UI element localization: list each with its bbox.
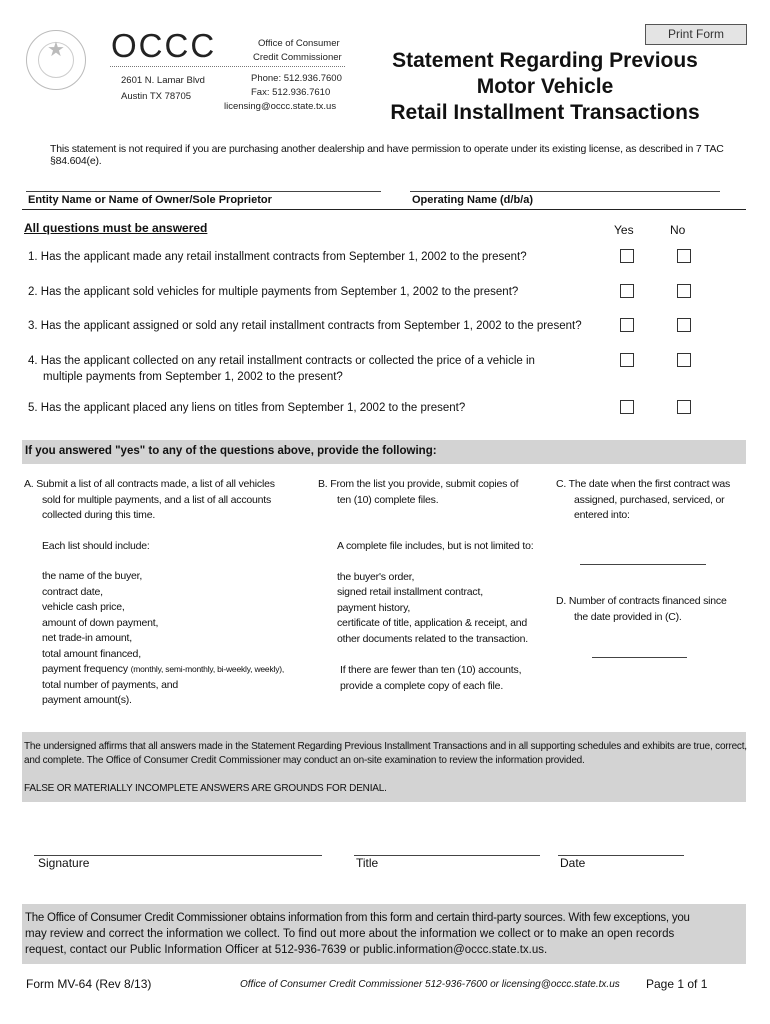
q5-no-checkbox[interactable] [677,400,691,414]
entity-name-field[interactable] [26,190,381,192]
texas-seal-icon [26,30,86,90]
col-c-line3: entered into: [574,509,630,521]
privacy-line1: The Office of Consumer Credit Commissioner obtains information from this form and certain third-party sources. With few exceptions, you [25,912,690,924]
title-line3: Retail Installment Transactions [390,101,700,124]
title-label: Title [356,856,379,870]
list-item: net trade-in amount, [42,632,132,644]
column-b [318,477,558,694]
frequency-label: payment frequency [42,663,128,675]
q4-yes-checkbox[interactable] [620,353,634,367]
header-divider [110,66,345,67]
list-item: payment history, [337,601,411,614]
q5-yes-checkbox[interactable] [620,400,634,414]
title-field[interactable] [354,854,540,856]
address-line1: 2601 N. Lamar Blvd [121,75,205,86]
col-a-subhead: Each list should include: [42,539,150,552]
affirmation-box [22,732,746,802]
office-line1: Office of Consumer [258,38,340,49]
dba-field[interactable] [410,190,720,192]
contracts-count-field[interactable] [592,656,687,658]
list-item-frequency [42,662,314,678]
list-item: vehicle cash price, [42,601,125,613]
title-line1: Statement Regarding Previous [392,49,698,72]
footer-contact: Office of Consumer Credit Commissioner 512-936-7600 or licensing@occc.state.tx.us [240,979,620,990]
q2-no-checkbox[interactable] [677,284,691,298]
privacy-line3: request, contact our Public Information Officer at 512-936-7639 or public.information@occc.state.tx.us. [25,944,548,956]
questions-heading: All questions must be answered [24,221,208,235]
phone: Phone: 512.936.7600 [251,73,342,84]
list-item: payment amount(s). [42,694,132,706]
column-d [556,594,746,625]
col-c-line2: assigned, purchased, serviced, or [574,493,725,506]
page-title [360,48,730,126]
list-item: signed retail installment contract, [337,586,483,598]
question-2: 2. Has the applicant sold vehicles for multiple payments from September 1, 2002 to the present? [28,286,519,298]
q4-no-checkbox[interactable] [677,353,691,367]
list-item: amount of down payment, [42,616,159,629]
question-1: 1. Has the applicant made any retail installment contracts from September 1, 2002 to the present? [28,251,527,263]
address-line2: Austin TX 78705 [121,91,192,102]
header-email: licensing@occc.state.tx.us [224,101,337,112]
col-a-intro1: A. Submit a list of all contracts made, a list of all vehicles [24,478,275,490]
affirm-line1: The undersigned affirms that all answers made in the Statement Regarding Previous Installment Transactions and in all supporting schedules and exhibits are true, correct, [24,741,747,752]
question-3: 3. Has the applicant assigned or sold any retail installment contracts from September 1, 2002 to the present? [28,320,582,332]
no-column-label: No [670,223,686,237]
column-c [556,477,746,524]
q1-yes-checkbox[interactable] [620,249,634,263]
list-item: contract date, [42,585,103,598]
list-item: the name of the buyer, [42,570,143,582]
intro-text: This statement is not required if you are purchasing another dealership and have permission to operate under its existing license, as described in 7 TAC §84.604(e). [50,143,724,167]
seal-star-icon: ★ [47,39,65,61]
page-number: Page 1 of 1 [646,977,708,991]
col-b-intro2: ten (10) complete files. [337,493,439,506]
col-b-subhead: A complete file includes, but is not limited to: [337,540,534,552]
list-item: certificate of title, application & receipt, and [337,617,528,629]
privacy-line2: may review and correct the information we collect. To find out more about the information we collect or to make an open records [25,928,675,940]
form-id: Form MV-64 (Rev 8/13) [26,977,152,991]
q1-no-checkbox[interactable] [677,249,691,263]
list-item: other documents related to the transaction. [337,632,529,645]
affirm-line2: and complete. The Office of Consumer Credit Commissioner may conduct an on-site examination to review the information provided. [24,755,585,766]
col-a-intro3: collected during this time. [42,509,156,521]
list-item: total number of payments, and [42,678,179,691]
followup-heading-bar [22,440,746,464]
fax: Fax: 512.936.7610 [251,87,331,98]
question-4-cont: multiple payments from September 1, 2002 to the present? [43,371,343,383]
question-5: 5. Has the applicant placed any liens on titles from September 1, 2002 to the present? [28,402,466,414]
col-a-intro2: sold for multiple payments, and a list of all accounts [42,493,272,506]
col-b-note1: If there are fewer than ten (10) accounts, [340,664,522,676]
list-item: the buyer's order, [337,570,415,583]
occc-logo: OCCC [111,27,217,64]
office-line2: Credit Commissioner [253,52,342,63]
list-item: total amount financed, [42,647,141,660]
privacy-box [22,904,746,964]
affirm-warning: FALSE OR MATERIALLY INCOMPLETE ANSWERS ARE GROUNDS FOR DENIAL. [24,783,387,794]
col-d-line2: the date provided in (C). [574,610,682,623]
yes-column-label: Yes [614,223,634,237]
signature-label: Signature [38,856,90,870]
col-b-note2: provide a complete copy of each file. [340,679,504,692]
date-label: Date [560,856,586,870]
frequency-note: (monthly, semi-monthly, bi-weekly, weekly), [130,664,285,674]
followup-heading: If you answered "yes" to any of the questions above, provide the following: [25,445,437,457]
entity-name-label: Entity Name or Name of Owner/Sole Proprietor [28,194,272,206]
col-b-intro1: B. From the list you provide, submit copies of [318,478,519,490]
col-c-line1: C. The date when the first contract was [556,478,731,490]
question-4: 4. Has the applicant collected on any retail installment contracts or collected the price of a vehicle in [28,355,535,367]
q3-yes-checkbox[interactable] [620,318,634,332]
dba-label: Operating Name (d/b/a) [412,194,534,206]
q2-yes-checkbox[interactable] [620,284,634,298]
q3-no-checkbox[interactable] [677,318,691,332]
col-d-line1: D. Number of contracts financed since [556,595,727,607]
column-a [24,477,314,709]
title-line2: Motor Vehicle [476,75,614,98]
print-form-button[interactable]: Print Form [645,24,747,45]
section-divider [22,209,746,210]
first-contract-date-field[interactable] [580,563,706,565]
